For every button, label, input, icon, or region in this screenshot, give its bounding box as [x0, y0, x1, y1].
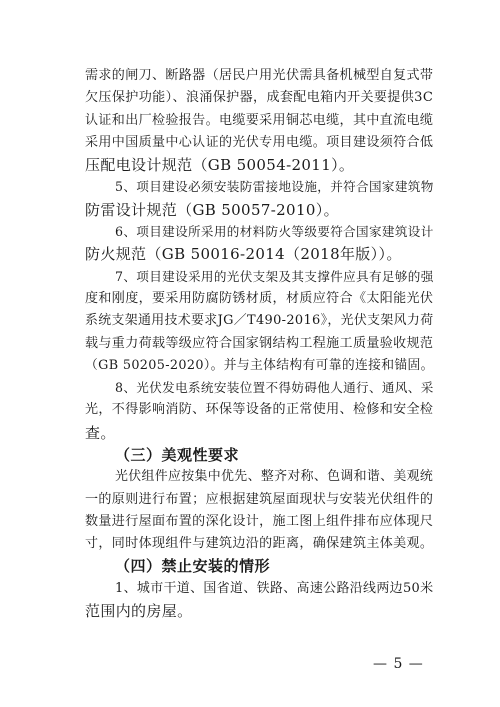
- paragraph-first-line: 5、项目建设必须安装防雷接地设施，并符合国家建筑物: [115, 179, 434, 194]
- text-line: 防火规范（GB 50016-2014（2018年版））。: [85, 245, 402, 263]
- text-line: （GB 50205-2020）。并与主体结构有可靠的连接和锚固。: [85, 358, 434, 373]
- text-line: 压配电设计规范（GB 50054-2011）。: [85, 156, 355, 174]
- text-line: 寸，同时体现组件与建筑边沿的距离，确保建筑主体美观。: [85, 536, 434, 551]
- text-line: 一的原则进行布置；应根据建筑屋面现状与安装光伏组件的: [85, 492, 434, 507]
- paragraph-first-line: 1、城市干道、国省道、铁路、高速公路沿线两边50米: [115, 581, 434, 596]
- text-line: 查。: [85, 424, 116, 442]
- paragraph-first-line: 8、光伏发电系统安装位置不得妨碍他人通行、通风、采: [115, 380, 434, 395]
- page-number: — 5 —: [373, 656, 424, 672]
- text-line: 采用中国质量中心认证的光伏专用电缆。项目建设须符合低: [85, 135, 434, 150]
- paragraph-first-line: 6、项目建设所采用的材料防火等级要符合国家建筑设计: [115, 224, 434, 239]
- text-line: 需求的闸刀、断路器（居民户用光伏需具备机械型自复式带: [85, 68, 434, 83]
- text-line: 欠压保护功能）、浪涌保护器，成套配电箱内开关要提供3C: [85, 90, 434, 105]
- paragraph-first-line: 7、项目建设采用的光伏支架及其支撑件应具有足够的强: [115, 269, 434, 284]
- section-heading: （三）美观性要求: [115, 446, 240, 464]
- text-line: 系统支架通用技术要求JG／T490-2016》，光伏支架风力荷: [85, 313, 434, 328]
- text-line: 载与重力荷载等级应符合国家钢结构工程施工质量验收规范: [85, 336, 434, 351]
- text-line: 数量进行屋面布置的深化设计，施工图上组件排布应体现尺: [85, 514, 434, 529]
- text-line: 光，不得影响消防、环保等设备的正常使用、检修和安全检: [85, 402, 434, 417]
- text-line: 认证和出厂检验报告。电缆要采用铜芯电缆，其中直流电缆: [85, 113, 434, 128]
- section-heading: （四）禁止安装的情形: [115, 557, 271, 575]
- text-line: 范围内的房屋。: [85, 602, 193, 620]
- paragraph-first-line: 光伏组件应按集中优先、整齐对称、色调和谐、美观统: [115, 469, 434, 484]
- text-line: 度和刚度，要采用防腐防锈材质，材质应符合《太阳能光伏: [85, 291, 434, 306]
- text-line: 防雷设计规范（GB 50057-2010）。: [85, 201, 339, 219]
